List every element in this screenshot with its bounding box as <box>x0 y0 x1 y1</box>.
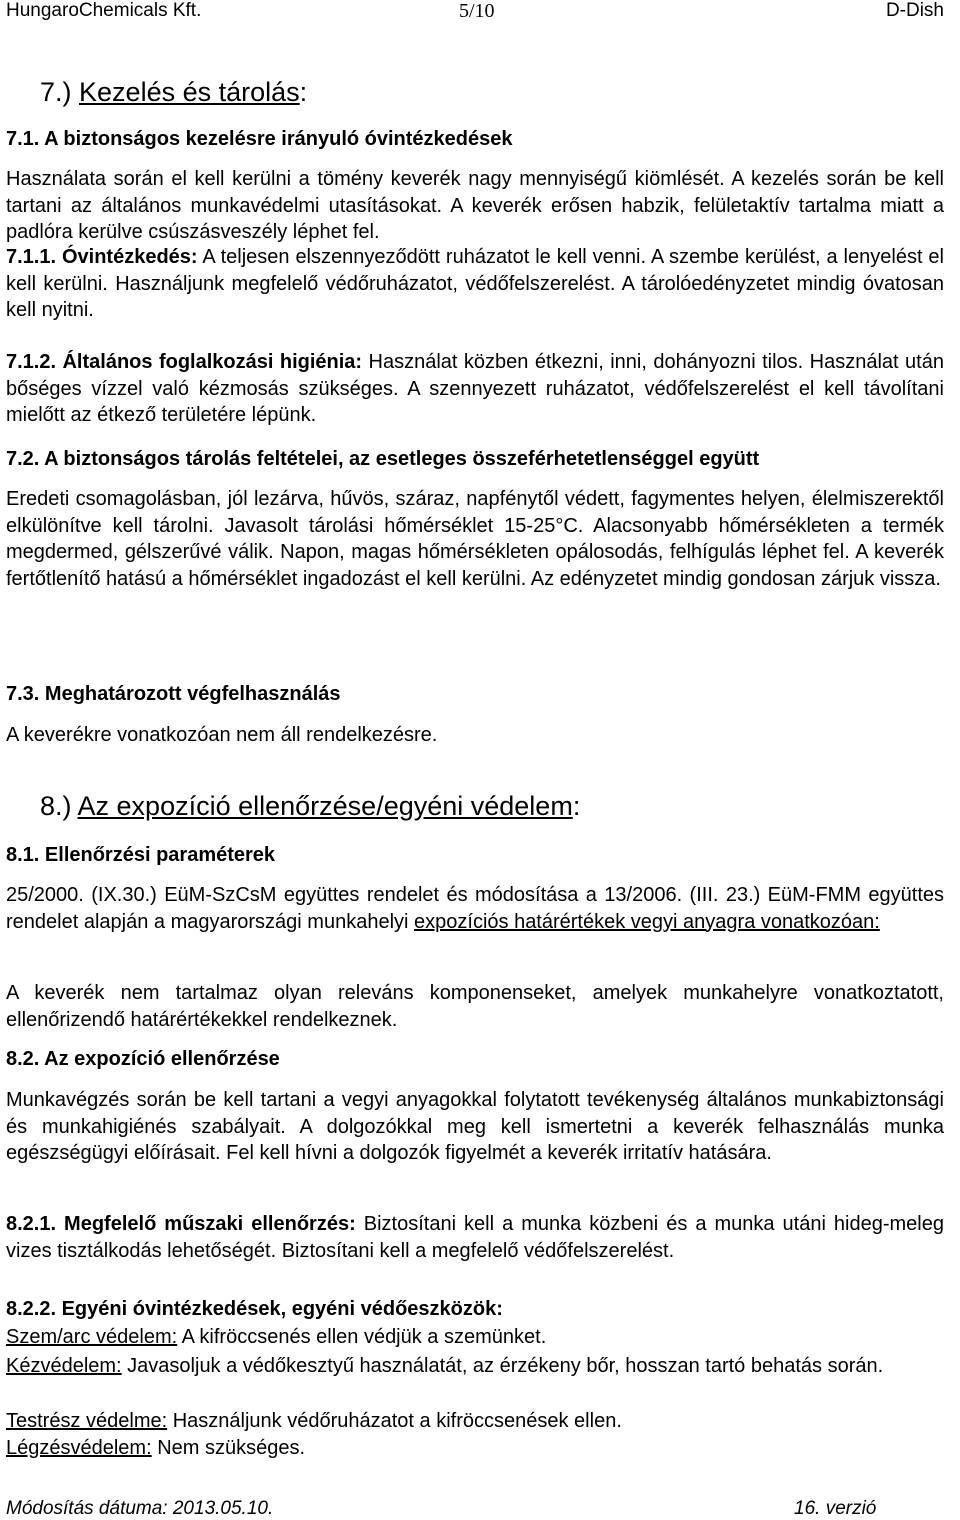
section-8-2-1-label: 8.2.1. Megfelelő műszaki ellenőrzés: <box>6 1213 356 1235</box>
section-8-1-body-2: A keverék nem tartalmaz olyan releváns komponenseket, amelyek munkahelyre vonatkoztatott, ellenőrizendő határértékekkel rendelkeznek. <box>6 982 944 1031</box>
section-7-1-1: 7.1.1. Óvintézkedés: A teljesen elszennyeződött ruházatot le kell venni. A szembe kerülést, a lenyelést el kell kerülni. Használjunk megfelelő védőruházatot, védőfelszerelést. A tárolóedényzetet mindig óvatosan kell nyitni. <box>6 246 944 321</box>
section-8-2-body: Munkavégzés során be kell tartani a vegyi anyagokkal folytatott tevékenység általános munkabiztonsági és munkahigiénés szabályait. A dolgozókkal meg kell ismertetni a keverék felhasználás munka egészségügyi előírásait. Fel kell hívni a dolgozók figyelmét a keverék irritatív hatására. <box>6 1089 944 1164</box>
footer-modified-date: Módosítás dátuma: 2013.05.10. <box>6 1498 274 1519</box>
ppe-item: Kézvédelem: Javasoljuk a védőkesztyű használatát, az érzékeny bőr, hosszan tartó behatás során. <box>6 1355 884 1377</box>
section-7-title-text: Kezelés és tárolás <box>79 77 300 107</box>
header-page-number: 5/10 <box>459 0 495 22</box>
section-8-title: 8.) Az expozíció ellenőrzése/egyéni védelem: <box>40 791 581 821</box>
section-7-1-1-label: 7.1.1. Óvintézkedés: <box>6 246 198 268</box>
ppe-item: Légzésvédelem: Nem szükséges. <box>6 1437 306 1459</box>
section-7-1-2-label: 7.1.2. Általános foglalkozási higiénia: <box>6 351 363 373</box>
section-7-1-body: Használata során el kell kerülni a tömény keverék nagy mennyiségű kiömlését. A kezelés során be kell tartani az általános munkavédelmi utasításokat. A keverék erősen habzik, felületaktív tartalma miatt a padlóra kerülve csúszásveszély léphet fel. <box>6 168 944 243</box>
page-header <box>6 0 944 22</box>
section-8-2-1: 8.2.1. Megfelelő műszaki ellenőrzés: Biztosítani kell a munka közbeni és a munka utáni hideg-meleg vizes tisztálkodás lehetőségét. Biztosítani kell a megfelelő védőfelszerelést. <box>6 1213 944 1262</box>
header-product: D-Dish <box>885 0 944 21</box>
footer-version: 16. verzió <box>794 1498 877 1519</box>
section-8-title-text: Az expozíció ellenőrzése/egyéni védelem <box>77 791 573 821</box>
section-7-2-heading: 7.2. A biztonságos tárolás feltételei, az esetleges összeférhetetlenséggel együtt <box>6 448 760 470</box>
section-7-title: 7.) Kezelés és tárolás: <box>40 77 308 107</box>
ppe-item: Szem/arc védelem: A kifröccsenés ellen védjük a szemünket. <box>6 1326 547 1348</box>
section-7-1-2: 7.1.2. Általános foglalkozási higiénia: Használat közben étkezni, inni, dohányozni tilos. Használat után bőséges vízzel való kézmosás szükséges. A szennyezett ruházatot, védőfelszerelést el kell távolítani mielőtt az étkező területére lépünk. <box>6 351 944 426</box>
section-7-3-heading: 7.3. Meghatározott végfelhasználás <box>6 683 341 705</box>
ppe-label-respiratory: Légzésvédelem: <box>6 1437 152 1459</box>
section-7-1-heading: 7.1. A biztonságos kezelésre irányuló óvintézkedések <box>6 128 513 150</box>
section-8-1-body: 25/2000. (IX.30.) EüM-SzCsM együttes rendelet és módosítása a 13/2006. (III. 23.) EüM-FMM együttes rendelet alapján a magyarországi munkahelyi expozíciós határértékek vegyi anyagra vonatkozóan: <box>6 884 944 933</box>
ppe-label-eye: Szem/arc védelem: <box>6 1326 178 1348</box>
section-8-2-2-heading: 8.2.2. Egyéni óvintézkedések, egyéni védőeszközök: <box>6 1298 503 1320</box>
section-7-2-body: Eredeti csomagolásban, jól lezárva, hűvös, száraz, napfénytől védett, fagymentes helyen, élelmiszerektől elkülönítve kell tárolni. Javasolt tárolási hőmérséklet 15-25°C. Alacsonyabb hőmérsékleten a termék megdermed, gélszerűvé válik. Napon, magas hőmérsékleten opálosodás, felhígulás léphet fel. A keverék fertőtlenítő hatású a hőmérséklet ingadozást el kell kerülni. Az edényzetet mindig gondosan zárjuk vissza. <box>6 488 944 590</box>
header-company: HungaroChemicals Kft. <box>6 0 202 21</box>
section-7-3-body: A keverékre vonatkozóan nem áll rendelkezésre. <box>6 724 438 746</box>
ppe-label-body: Testrész védelme: <box>6 1410 168 1432</box>
ppe-label-hand: Kézvédelem: <box>6 1355 122 1377</box>
section-8-2-heading: 8.2. Az expozíció ellenőrzése <box>6 1048 280 1070</box>
section-8-1-heading: 8.1. Ellenőrzési paraméterek <box>6 844 276 866</box>
ppe-item: Testrész védelme: Használjunk védőruházatot a kifröccsenések ellen. <box>6 1410 622 1432</box>
exposure-limits-reference: expozíciós határértékek vegyi anyagra vonatkozóan: <box>414 910 880 933</box>
